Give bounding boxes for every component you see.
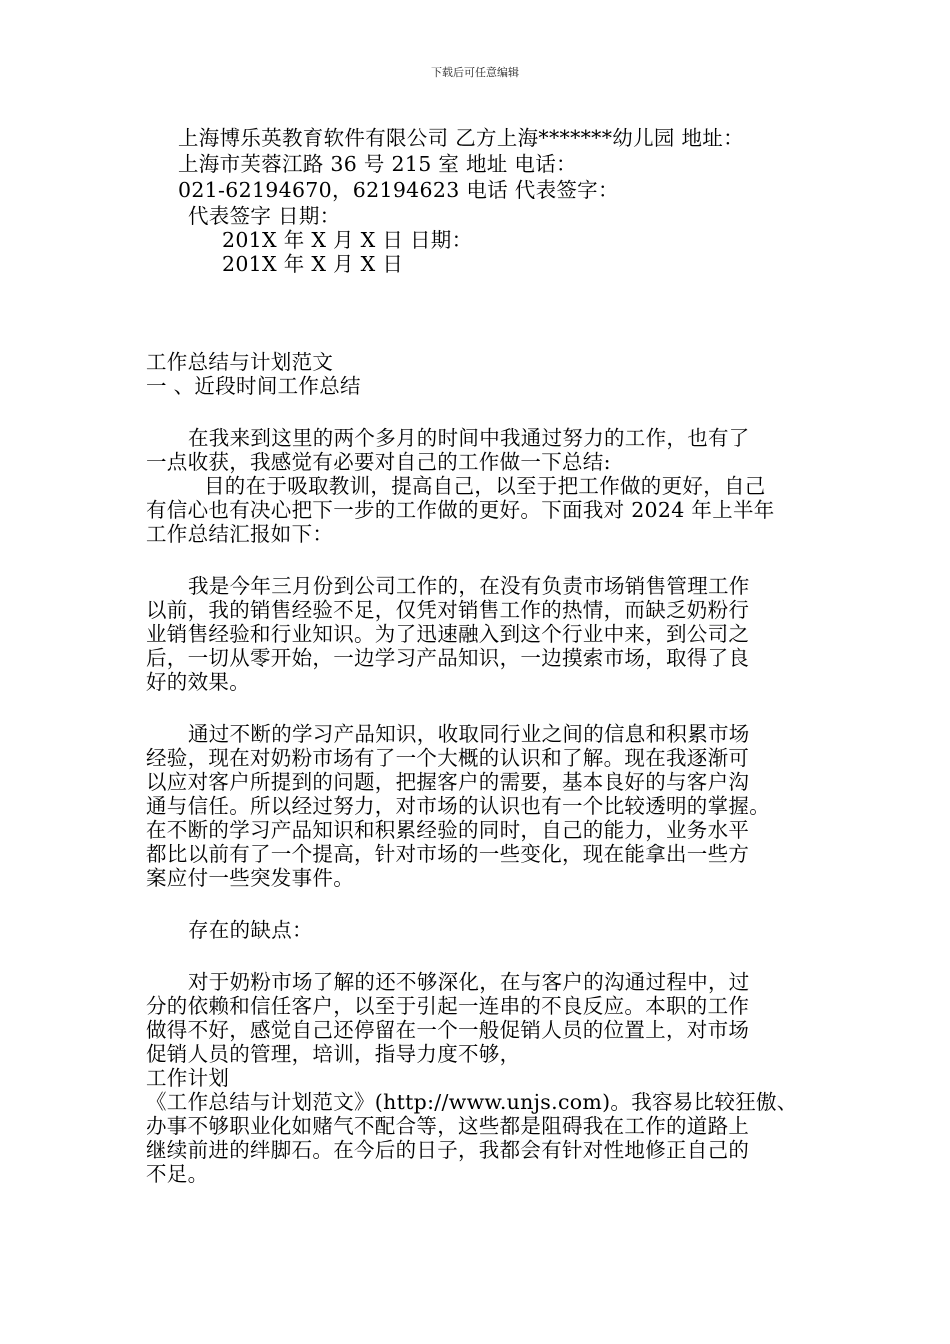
- paragraph-line: 工作总结汇报如下：: [146, 522, 334, 546]
- section-heading: 一 、近段时间工作总结: [146, 374, 361, 398]
- paragraph-line: 有信心也有决心把下一步的工作做的更好。下面我对 2024 年上半年: [146, 498, 775, 522]
- paragraph-line: 在不断的学习产品知识和积累经验的同时，自己的能力，业务水平: [146, 818, 750, 842]
- contract-line: 021-62194670，62194623 电话 代表签字：: [178, 178, 619, 202]
- paragraph-line: 好的效果。: [146, 670, 250, 694]
- article-title: 工作总结与计划范文: [146, 350, 334, 374]
- contract-line: 201X 年 X 月 X 日 日期：: [222, 228, 473, 252]
- contract-line: 上海博乐英教育软件有限公司 乙方上海*******幼儿园 地址：: [178, 126, 744, 150]
- paragraph-line: 在我来到这里的两个多月的时间中我通过努力的工作，也有了: [188, 426, 750, 450]
- page-header-watermark: 下载后可任意编辑: [431, 66, 519, 79]
- paragraph-line: 以应对客户所提到的问题，把握客户的需要，基本良好的与客户沟: [146, 770, 750, 794]
- contract-line: 代表签字 日期：: [188, 204, 341, 228]
- paragraph-line: 《工作总结与计划范文》(http://www.unjs.com)。我容易比较狂傲、: [146, 1090, 798, 1114]
- plan-heading: 工作计划: [146, 1066, 230, 1090]
- paragraph-line: 都比以前有了一个提高，针对市场的一些变化，现在能拿出一些方: [146, 842, 750, 866]
- paragraph-line: 经验，现在对奶粉市场有了一个大概的认识和了解。现在我逐渐可: [146, 746, 750, 770]
- paragraph-line: 办事不够职业化如赌气不配合等，这些都是阻碍我在工作的道路上: [146, 1114, 750, 1138]
- paragraph-line: 案应付一些突发事件。: [146, 866, 354, 890]
- paragraph-line: 分的依赖和信任客户，以至于引起一连串的不良反应。本职的工作: [146, 994, 750, 1018]
- paragraph-line: 业销售经验和行业知识。为了迅速融入到这个行业中来，到公司之: [146, 622, 750, 646]
- contract-line: 上海市芙蓉江路 36 号 215 室 地址 电话：: [178, 152, 577, 176]
- paragraph-line: 对于奶粉市场了解的还不够深化，在与客户的沟通过程中，过: [188, 970, 750, 994]
- paragraph-line: 做得不好，感觉自己还停留在一个一般促销人员的位置上，对市场: [146, 1018, 750, 1042]
- paragraph-line: 通过不断的学习产品知识，收取同行业之间的信息和积累市场: [188, 722, 750, 746]
- paragraph-line: 以前，我的销售经验不足，仅凭对销售工作的热情，而缺乏奶粉行: [146, 598, 750, 622]
- paragraph-line: 通与信任。所以经过努力，对市场的认识也有一个比较透明的掌握。: [146, 794, 770, 818]
- paragraph-line: 我是今年三月份到公司工作的，在没有负责市场销售管理工作: [188, 574, 750, 598]
- paragraph-line: 不足。: [146, 1162, 209, 1186]
- paragraph-line: 促销人员的管理，培训，指导力度不够，: [146, 1042, 521, 1066]
- contract-line: 201X 年 X 月 X 日: [222, 252, 404, 276]
- paragraph-line: 继续前进的绊脚石。在今后的日子，我都会有针对性地修正自己的: [146, 1138, 750, 1162]
- paragraph-line: 一点收获，我感觉有必要对自己的工作做一下总结:: [146, 450, 611, 474]
- paragraph-line: 后，一切从零开始，一边学习产品知识，一边摸索市场，取得了良: [146, 646, 750, 670]
- paragraph-line: 目的在于吸取教训，提高自己，以至于把工作做的更好，自己: [204, 474, 766, 498]
- shortcomings-heading: 存在的缺点：: [188, 918, 313, 942]
